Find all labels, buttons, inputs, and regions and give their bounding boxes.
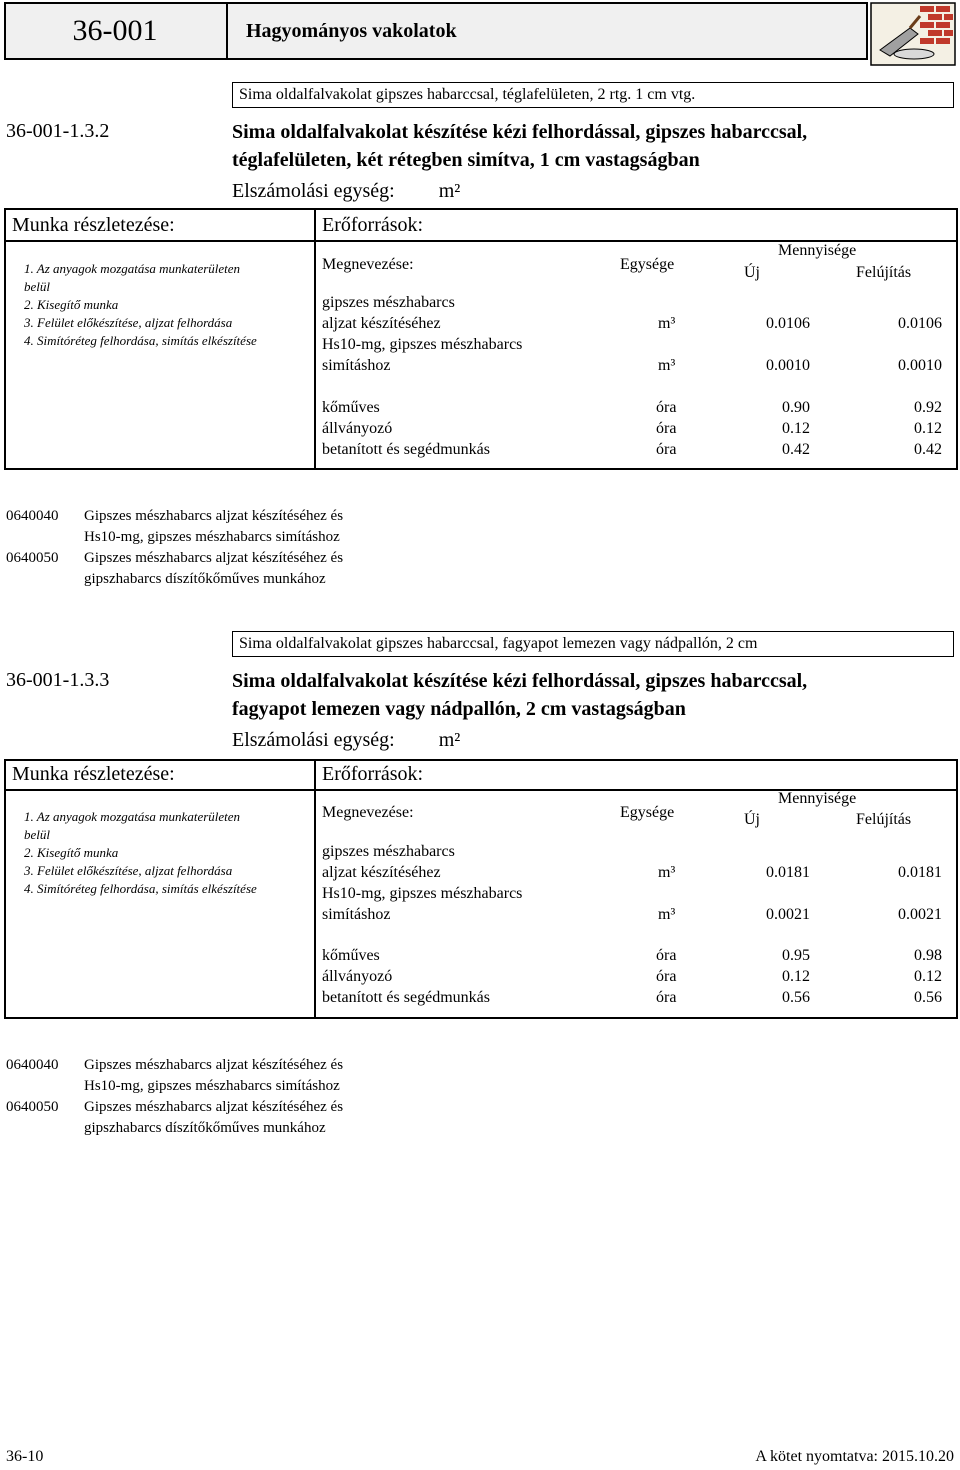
material-name-line-1: gipszes mészhabarcs <box>322 294 455 311</box>
labour-name: betanított és segédmunkás <box>322 989 490 1006</box>
note-line <box>6 569 343 590</box>
work-steps <box>24 808 257 898</box>
item-code: 36-001-1.3.3 <box>6 669 110 691</box>
note-code: 0640040 <box>6 1057 59 1073</box>
work-step: 4. Simítóréteg felhordása, simítás elkészítése <box>24 881 257 896</box>
work-details-header: Munka részletezése: <box>12 214 175 236</box>
item-title-line-1: Sima oldalfalvakolat készítése kézi felhordással, gipszes habarccsal, <box>232 121 808 143</box>
material-qty-renovation: 0.0181 <box>898 864 942 881</box>
item-short-description: Sima oldalfalvakolat gipszes habarccsal, fagyapot lemezen vagy nádpallón, 2 cm <box>232 631 954 657</box>
work-step: 3. Felület előkészítése, aljzat felhordása <box>24 315 233 330</box>
col-renovation-header: Felújítás <box>856 811 912 828</box>
labour-name: kőműves <box>322 399 380 416</box>
col-unit-header: Egysége <box>620 256 675 273</box>
billing-unit-value: m² <box>438 729 461 751</box>
material-qty-new: 0.0021 <box>766 906 810 923</box>
col-new-header: Új <box>744 264 760 281</box>
note-text: gipszhabarcs díszítőkőműves munkához <box>84 1120 326 1136</box>
resources-header: Erőforrások: <box>322 214 424 236</box>
material-unit: m³ <box>658 864 676 881</box>
labour-unit: óra <box>656 441 677 458</box>
trowel-brick-logo-icon <box>870 2 956 66</box>
labour-qty-new: 0.12 <box>782 420 810 437</box>
work-step: 2. Kisegítő munka <box>24 845 119 860</box>
work-step: 1. Az anyagok mozgatása munkaterületen <box>24 261 241 276</box>
material-qty-renovation: 0.0106 <box>898 315 942 332</box>
material-qty-new: 0.0010 <box>766 357 810 374</box>
note-line <box>6 1118 343 1139</box>
work-step: belül <box>24 827 50 842</box>
labour-qty-renovation: 0.92 <box>914 399 942 416</box>
note-text: Hs10-mg, gipszes mészhabarcs simításhoz <box>84 529 340 545</box>
note-line <box>6 527 343 548</box>
material-name-line-1: gipszes mészhabarcs <box>322 843 455 860</box>
col-quantity-header: Mennyisége <box>778 790 857 807</box>
note-text: Gipszes mészhabarcs aljzat készítéséhez és <box>84 1057 344 1073</box>
material-row <box>322 292 942 334</box>
labour-name: állványozó <box>322 968 393 985</box>
item-title-line-2: téglafelületen, két rétegben simítva, 1 cm vastagságban <box>232 149 700 171</box>
material-name-line-1: Hs10-mg, gipszes mészhabarcs <box>322 336 523 353</box>
item-short-description: Sima oldalfalvakolat gipszes habarccsal, téglafelületen, 2 rtg. 1 cm vtg. <box>232 82 954 108</box>
material-row <box>322 841 942 883</box>
note-text: Gipszes mészhabarcs aljzat készítéséhez és <box>84 550 344 566</box>
note-line <box>6 1076 343 1097</box>
labour-name: betanított és segédmunkás <box>322 441 490 458</box>
item-title-line-2: fagyapot lemezen vagy nádpallón, 2 cm vastagságban <box>232 698 686 720</box>
material-name-line-2: aljzat készítéséhez <box>322 315 441 332</box>
labour-name: kőműves <box>322 947 380 964</box>
billing-unit-label: Elszámolási egység: <box>232 729 395 751</box>
material-unit: m³ <box>658 315 676 332</box>
labour-qty-new: 0.90 <box>782 399 810 416</box>
item-code: 36-001-1.3.2 <box>6 120 110 142</box>
material-notes <box>6 1055 343 1139</box>
billing-unit-label: Elszámolási egység: <box>232 180 395 202</box>
labour-unit: óra <box>656 420 677 437</box>
labour-qty-new: 0.95 <box>782 947 810 964</box>
labour-unit: óra <box>656 968 677 985</box>
note-line <box>6 506 343 527</box>
labour-qty-new: 0.42 <box>782 441 810 458</box>
table-divider <box>314 208 316 470</box>
resources-header: Erőforrások: <box>322 763 424 785</box>
chapter-code: 36-001 <box>72 14 158 47</box>
material-notes <box>6 506 343 590</box>
work-step: 4. Simítóréteg felhordása, simítás elkészítése <box>24 333 257 348</box>
work-step: 2. Kisegítő munka <box>24 297 119 312</box>
material-name-line-2: simításhoz <box>322 357 391 374</box>
page-number: 36-10 <box>6 1448 44 1465</box>
note-text: Gipszes mészhabarcs aljzat készítéséhez és <box>84 1099 344 1115</box>
material-name-line-2: aljzat készítéséhez <box>322 864 441 881</box>
note-code: 0640050 <box>6 550 59 566</box>
billing-unit-value: m² <box>438 180 461 202</box>
work-step: belül <box>24 279 50 294</box>
note-text: gipszhabarcs díszítőkőműves munkához <box>84 571 326 587</box>
work-step: 3. Felület előkészítése, aljzat felhordása <box>24 863 233 878</box>
labour-qty-renovation: 0.98 <box>914 947 942 964</box>
labour-qty-renovation: 0.12 <box>914 968 942 985</box>
note-line <box>6 1055 343 1076</box>
work-steps <box>24 260 257 350</box>
col-quantity-header: Mennyisége <box>778 242 857 259</box>
work-step: 1. Az anyagok mozgatása munkaterületen <box>24 809 241 824</box>
material-row <box>322 883 942 925</box>
material-qty-new: 0.0181 <box>766 864 810 881</box>
labour-unit: óra <box>656 399 677 416</box>
material-row <box>322 334 942 376</box>
note-text: Hs10-mg, gipszes mészhabarcs simításhoz <box>84 1078 340 1094</box>
material-qty-renovation: 0.0010 <box>898 357 942 374</box>
print-date: A kötet nyomtatva: 2015.10.20 <box>755 1448 954 1465</box>
material-unit: m³ <box>658 906 676 923</box>
note-code: 0640050 <box>6 1099 59 1115</box>
note-line <box>6 548 343 569</box>
material-name-line-1: Hs10-mg, gipszes mészhabarcs <box>322 885 523 902</box>
labour-qty-renovation: 0.56 <box>914 989 942 1006</box>
col-unit-header: Egysége <box>620 804 675 821</box>
col-renovation-header: Felújítás <box>856 264 912 281</box>
material-name-line-2: simításhoz <box>322 906 391 923</box>
table-divider <box>314 759 316 1019</box>
note-line <box>6 1097 343 1118</box>
labour-unit: óra <box>656 989 677 1006</box>
labour-qty-new: 0.12 <box>782 968 810 985</box>
labour-qty-renovation: 0.12 <box>914 420 942 437</box>
material-qty-new: 0.0106 <box>766 315 810 332</box>
material-qty-renovation: 0.0021 <box>898 906 942 923</box>
labour-qty-new: 0.56 <box>782 989 810 1006</box>
note-text: Gipszes mészhabarcs aljzat készítéséhez és <box>84 508 344 524</box>
billing-unit <box>232 180 460 203</box>
labour-unit: óra <box>656 947 677 964</box>
col-new-header: Új <box>744 811 760 828</box>
billing-unit <box>232 729 460 752</box>
labour-qty-renovation: 0.42 <box>914 441 942 458</box>
note-code: 0640040 <box>6 508 59 524</box>
header-divider <box>226 4 228 58</box>
col-name-header: Megnevezése: <box>322 804 414 821</box>
material-unit: m³ <box>658 357 676 374</box>
chapter-title: Hagyományos vakolatok <box>246 19 457 42</box>
item-title-line-1: Sima oldalfalvakolat készítése kézi felhordással, gipszes habarccsal, <box>232 670 808 692</box>
col-name-header: Megnevezése: <box>322 256 414 273</box>
labour-name: állványozó <box>322 420 393 437</box>
work-details-header: Munka részletezése: <box>12 763 175 785</box>
